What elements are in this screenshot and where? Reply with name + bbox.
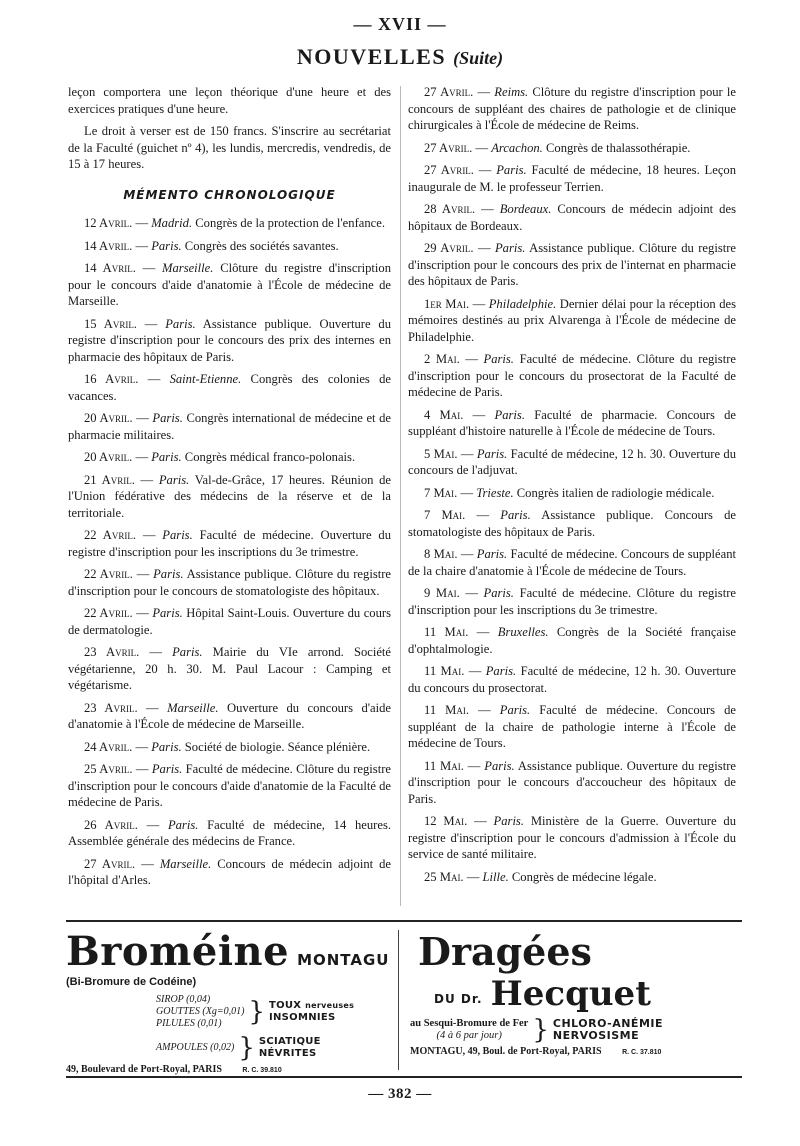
ad-dragees-ref: R. C. 37.810 (622, 1049, 662, 1056)
entry-text: Congrès des sociétés savantes. (184, 238, 339, 253)
right-column (408, 84, 736, 891)
ad-dragees-address-text: MONTAGU, 49, Boul. de Port-Royal, PARIS (410, 1046, 602, 1057)
entry-text: Hôpital Saint-Louis. Ouverture du cours de dermatologie. (68, 606, 391, 637)
ad-bromeine (66, 930, 396, 1075)
entry-date: 29 Avril. (424, 241, 474, 255)
ad-dragees-du-dr: DU Dr. (434, 992, 483, 1006)
entry-city: Paris. (165, 316, 196, 331)
brace-icon: } (238, 1033, 255, 1063)
ad-dragees-terms (553, 1018, 663, 1042)
entry-date: 28 Avril. (424, 202, 476, 216)
calendar-entry: 11 Mai. — Paris. Faculté de médecine, 12 h. 30. Ouverture du concours du prosectorat. (408, 664, 737, 695)
entry-date: 25 Mai. (424, 869, 464, 884)
entry-date: 21 Avril. (84, 472, 135, 487)
entry-text: Faculté de pharmacie. Concours de suppléant d'histoire naturelle à l'École de médecine de Tours. (408, 407, 736, 438)
ad-bromeine-subtitle: (Bi-Bromure de Codéine) (66, 976, 197, 988)
entry-date: 11 Mai. (424, 664, 465, 678)
entry-text: Assistance publique. Ouverture du registre d'inscription pour le concours d'accoucheur des hôpitaux de Paris. (408, 758, 736, 806)
ad-dragees-title: Dragées (418, 929, 592, 974)
ad-bromeine-forms-2 (156, 1042, 234, 1054)
entry-date: 14 Avril. (84, 261, 136, 275)
entry-city: Lille. (482, 869, 509, 884)
entry-city: Paris. (153, 567, 184, 581)
ad-dragees-line1: au Sesqui-Bromure de Fer (410, 1018, 529, 1029)
calendar-entry: 25 Avril. — Paris. Faculté de médecine. Clôture du registre d'inscription pour le concours d'aide d'anatomie de la Faculté de médecine de Paris. (68, 762, 391, 809)
page-header (0, 44, 800, 70)
calendar-entry: 23 Avril. — Paris. Mairie du VIe arrond. Société végétarienne, 20 h. 30. M. Paul Lacour : Camping et végétarisme. (68, 645, 392, 692)
ad-bromeine-ref: R. C. 39.810 (242, 1067, 282, 1074)
calendar-entry: 1er Mai. — Philadelphie. Dernier délai pour la réception des mémoires destinés au prix Alvarenga à l'École de médecine de Philadelphie. (408, 296, 736, 344)
entry-city: Saint-Etienne. (169, 372, 242, 386)
entry-text: Val-de-Grâce, 17 heures. Réunion de l'Union fédérative des médecins de la réserve et de la territoriale. (68, 472, 392, 520)
entry-date: 27 Avril. (424, 140, 473, 155)
calendar-entry: 16 Avril. — Saint-Etienne. Congrès des colonies de vacances. (68, 372, 391, 403)
ad-form-line: GOUTTES (Xg=0,01) (156, 1006, 245, 1017)
entry-date: 22 Avril. (84, 606, 133, 620)
left-entries (68, 215, 391, 889)
calendar-entry: 2 Mai. — Paris. Faculté de médecine. Clôture du registre d'inscription pour le concours du prosectorat de la Faculté de médecine de Paris. (408, 352, 736, 399)
entry-text: Assistance publique. Clôture du registre d'inscription pour le concours des prix de l'internat en pharmacie des hôpitaux de Paris. (408, 241, 737, 288)
entry-date: 22 Avril. (84, 567, 133, 581)
entry-text: Faculté de médecine. Ouverture du registre d'inscription pour les inscriptions du 3e trimestre. (68, 528, 392, 559)
entry-text: Assistance publique. Ouverture du registre d'inscription pour le concours des prix des internes en pharmacie des hôpitaux de Paris. (68, 316, 391, 364)
entry-city: Marseille. (167, 700, 219, 715)
calendar-entry: 21 Avril. — Paris. Val-de-Grâce, 17 heures. Réunion de l'Union fédérative des médecins de la réserve et de la territoriale. (68, 472, 392, 520)
entry-text: Faculté de médecine. Clôture du registre d'inscription pour le concours d'aide d'anatomie de la Faculté de médecine de Paris. (68, 762, 391, 809)
section-title: MÉMENTO CHRONOLOGIQUE (123, 187, 336, 202)
ad-bromeine-forms-1 (156, 994, 244, 1030)
entry-text: Faculté de médecine. Clôture du registre d'inscription pour le concours du prosectorat de la Faculté de médecine de Paris. (408, 352, 736, 399)
ad-bromeine-suffix: MONTAGU (297, 951, 390, 969)
ad-bromeine-address (66, 1064, 396, 1075)
entry-city: Paris. (499, 703, 531, 717)
entry-city: Paris. (496, 163, 527, 177)
entry-city: Paris. (151, 739, 182, 754)
ad-dragees-line2-text: (4 à 6 par jour) (436, 1030, 502, 1041)
entry-text: Faculté de médecine, 18 heures. Leçon inaugurale de M. le professeur Terrien. (408, 163, 737, 194)
ad-term-line: NERVOSISME (552, 1029, 640, 1042)
entry-city: Paris. (152, 411, 183, 425)
header-title: NOUVELLES (296, 44, 447, 69)
calendar-entry: 11 Mai. — Bruxelles. Congrès de la Société française d'ophtalmologie. (408, 625, 736, 656)
entry-date: 4 Mai. (424, 407, 464, 422)
left-column (68, 84, 391, 895)
entry-text: Faculté de médecine. Clôture du registre d'inscription pour les inscriptions du 3e trimestre. (408, 586, 736, 617)
ad-term-main: INSOMNIES (268, 1012, 336, 1023)
ad-bromeine-address-text: 49, Boulevard de Port-Royal, PARIS (66, 1064, 222, 1075)
entry-city: Paris. (483, 586, 514, 600)
intro-paragraph: Le droit à verser est de 150 francs. S'inscrire au secrétariat de la Faculté (guichet nº 4), les lundis, mercredis, vendredis, de 15 à 17 heures. (68, 124, 391, 171)
entry-text: Congrès de la protection de l'enfance. (195, 216, 385, 230)
ad-bromeine-terms-2 (259, 1036, 321, 1060)
calendar-entry: 25 Mai. — Lille. Congrès de médecine légale. (424, 869, 657, 884)
ad-bromeine-terms-1 (269, 1000, 354, 1024)
ad-dragees (410, 930, 740, 1057)
ad-form-line: SIROP (0,04) (156, 994, 211, 1005)
calendar-entry: 22 Avril. — Paris. Assistance publique. Clôture du registre d'inscription pour le concours de stomatologiste des hôpitaux. (68, 567, 392, 598)
ad-term-line: NÉVRITES (258, 1048, 317, 1059)
ad-dragees-row (410, 1015, 740, 1045)
calendar-entry: 27 Avril. — Reims. Clôture du registre d'inscription pour le concours de suppléant des chaires de pathologie et de clinique chirurgicales à l'École de médecine de Reims. (408, 85, 737, 132)
entry-text: Congrès des colonies de vacances. (68, 372, 391, 403)
entry-city: Arcachon. (491, 140, 543, 155)
entry-text: Congrès italien de radiologie médicale. (516, 485, 715, 500)
ad-form-line: AMPOULES (0,02) (156, 1042, 235, 1053)
entry-city: Paris. (494, 407, 525, 422)
entry-text: Faculté de médecine, 12 h. 30. Ouverture du concours de l'adjuvat. (408, 446, 736, 477)
calendar-entry: 22 Avril. — Paris. Faculté de médecine. Ouverture du registre d'inscription pour les inscriptions du 3e trimestre. (68, 528, 392, 559)
entry-date: 12 Avril. (84, 216, 133, 230)
ad-rule-bottom (66, 1076, 742, 1078)
entry-city: Paris. (158, 472, 190, 487)
calendar-entry: 12 Mai. — Paris. Ministère de la Guerre. Ouverture du registre d'inscription pour le concours d'admission à l'École du service de santé militaire. (408, 814, 736, 861)
entry-date: 25 Avril. (84, 762, 133, 776)
entry-city: Paris. (494, 241, 526, 255)
entry-text: Assistance publique. Clôture du registre d'inscription pour le concours de stomatologiste des hôpitaux. (68, 567, 392, 598)
calendar-entry: 27 Avril. — Paris. Faculté de médecine, 18 heures. Leçon inaugurale de M. le professeur Terrien. (408, 163, 737, 194)
calendar-entry: 9 Mai. — Paris. Faculté de médecine. Clôture du registre d'inscription pour les inscriptions du 3e trimestre. (408, 586, 736, 617)
entry-date: 26 Avril. (84, 817, 138, 832)
entry-text: Faculté de médecine. Concours de suppléant de la chaire de pathologie interne à l'École de médecine de Tours. (408, 703, 737, 750)
calendar-entry: 7 Mai. — Paris. Assistance publique. Concours de stomatologiste des hôpitaux de Paris. (408, 508, 736, 539)
entry-date: 11 Mai. (424, 625, 469, 639)
entry-city: Paris. (493, 814, 524, 828)
ad-term-line (269, 1012, 354, 1024)
entry-date: 20 Avril. (84, 411, 133, 425)
ad-divider (398, 930, 399, 1070)
calendar-entry: 22 Avril. — Paris. Hôpital Saint-Louis. Ouverture du cours de dermatologie. (68, 606, 391, 637)
calendar-entry: 14 Avril. — Paris. Congrès des sociétés savantes. (84, 238, 339, 253)
entry-date: 7 Mai. (424, 508, 466, 522)
ad-term-small: nerveuses (305, 1001, 355, 1010)
entry-city: Reims. (494, 85, 529, 99)
calendar-entry: 8 Mai. — Paris. Faculté de médecine. Concours de suppléant de la chaire d'anatomie à l'École de médecine de Tours. (408, 547, 736, 578)
ad-form-line: PILULES (0,01) (156, 1018, 222, 1029)
calendar-entry: 27 Avril. — Arcachon. Congrès de thalassothérapie. (424, 140, 691, 155)
entry-date: 23 Avril. (84, 700, 138, 715)
ad-bromeine-brand: Broméine (66, 928, 290, 975)
entry-date: 27 Avril. (424, 85, 474, 99)
left-intro (68, 84, 391, 173)
right-entries (408, 84, 736, 885)
entry-date: 11 Mai. (424, 758, 464, 773)
entry-text: Ouverture du concours d'aide d'anatomie à l'École de médecine de Marseille. (68, 700, 392, 731)
calendar-entry: 5 Mai. — Paris. Faculté de médecine, 12 h. 30. Ouverture du concours de l'adjuvat. (408, 446, 736, 477)
calendar-entry: 15 Avril. — Paris. Assistance publique. Ouverture du registre d'inscription pour le concours des prix des internes en pharmacie des hôpitaux de Paris. (68, 316, 391, 364)
entry-date: 24 Avril. (84, 739, 133, 754)
brace-icon: } (532, 1015, 549, 1045)
entry-text: Congrès de médecine légale. (511, 869, 657, 884)
brace-icon: } (248, 997, 265, 1027)
entry-text: Assistance publique. Concours de stomatologiste des hôpitaux de Paris. (408, 508, 736, 539)
entry-city: Paris. (151, 762, 183, 776)
entry-date: 27 Avril. (84, 856, 136, 871)
entry-date: 14 Avril. (84, 238, 133, 253)
calendar-entry: 4 Mai. — Paris. Faculté de pharmacie. Concours de suppléant d'histoire naturelle à l'École de médecine de Tours. (408, 407, 736, 438)
entry-city: Paris. (151, 450, 182, 464)
calendar-entry: 23 Avril. — Marseille. Ouverture du concours d'aide d'anatomie à l'École de médecine de Marseille. (68, 700, 392, 731)
entry-date: 16 Avril. (84, 372, 139, 386)
entry-date: 5 Mai. (424, 446, 458, 461)
entry-text: Concours de médecin adjoint des hôpitaux de Bordeaux. (408, 202, 736, 233)
entry-text: Clôture du registre d'inscription pour le concours de suppléant des chaires de pathologie et de clinique chirurgicales à l'École de médecine de Reims. (408, 85, 737, 132)
entry-city: Paris. (484, 758, 515, 773)
entry-text: Faculté de médecine, 14 heures. Assemblée générale des médecins de France. (68, 817, 391, 848)
ad-bromeine-block-2 (66, 1033, 396, 1063)
entry-text: Concours de médecin adjoint de l'hôpital d'Arles. (68, 856, 392, 887)
entry-text: Mairie du VIe arrond. Société végétarienne, 20 h. 30. M. Paul Lacour : Camping et végétarisme. (68, 645, 392, 692)
entry-city: Marseille. (162, 261, 214, 275)
ad-term-main: TOUX (268, 1000, 302, 1011)
entry-date: 9 Mai. (424, 586, 460, 600)
entry-city: Paris. (172, 645, 203, 659)
column-divider (400, 86, 401, 906)
entry-city: Paris. (162, 528, 193, 542)
entry-city: Paris. (152, 606, 183, 620)
entry-city: Bordeaux. (499, 202, 552, 216)
entry-text: Faculté de médecine, 12 h. 30. Ouverture du concours du prosectorat. (408, 664, 737, 695)
entry-city: Paris. (476, 446, 508, 461)
entry-city: Bruxelles. (497, 625, 549, 639)
ad-term-line: SCIATIQUE (258, 1036, 321, 1047)
ad-term-line: CHLORO-ANÉMIE (552, 1017, 663, 1030)
intro-paragraph: leçon comportera une leçon théorique d'une heure et des exercices pratiques d'une heure. (68, 85, 391, 116)
entry-date: 20 Avril. (84, 450, 133, 464)
entry-text: Dernier délai pour la réception des mémoires destinés au prix Alvarenga à l'École de médecine de Philadelphie. (408, 296, 736, 344)
entry-date: 12 Mai. (424, 814, 468, 828)
entry-text: Congrès médical franco-polonais. (184, 450, 356, 464)
page-number: — 382 — (368, 1086, 432, 1102)
calendar-entry: 11 Mai. — Paris. Faculté de médecine. Concours de suppléant de la chaire de pathologie interne à l'École de médecine de Tours. (408, 703, 737, 750)
entry-city: Madrid. (151, 216, 193, 230)
entry-date: 7 Mai. (424, 485, 458, 500)
entry-city: Trieste. (476, 485, 514, 500)
entry-date: 1er Mai. (424, 296, 470, 311)
entry-date: 22 Avril. (84, 528, 136, 542)
ad-rule-top (66, 920, 742, 922)
calendar-entry: 29 Avril. — Paris. Assistance publique. Clôture du registre d'inscription pour le concours des prix de l'internat en pharmacie des hôpitaux de Paris. (408, 241, 737, 288)
ad-dragees-desc (410, 1018, 528, 1042)
ad-term-line (269, 1000, 354, 1012)
ad-dragees-name: Hecquet (490, 974, 651, 1014)
entry-date: 23 Avril. (84, 645, 140, 659)
calendar-entry: 20 Avril. — Paris. Congrès international de médecine et de pharmacie militaires. (68, 411, 391, 442)
entry-text: Société de biologie. Séance plénière. (184, 739, 371, 754)
entry-city: Paris. (167, 817, 199, 832)
entry-text: Congrès international de médecine et de pharmacie militaires. (68, 411, 391, 442)
entry-text: Faculté de médecine. Concours de suppléant de la chaire d'anatomie à l'École de médecine de Tours. (408, 547, 736, 578)
roman-page-number: — XVII — (353, 14, 447, 34)
entry-city: Paris. (500, 508, 531, 522)
entry-text: Congrès de la Société française d'ophtalmologie. (408, 625, 736, 656)
ad-dragees-line2 (410, 976, 740, 1012)
calendar-entry: 11 Mai. — Paris. Assistance publique. Ouverture du registre d'inscription pour le concours d'accoucheur des hôpitaux de Paris. (408, 758, 736, 806)
entry-text: Ministère de la Guerre. Ouverture du registre d'inscription pour le concours d'admission à l'École du service de santé militaire. (408, 814, 736, 861)
calendar-entry: 27 Avril. — Marseille. Concours de médecin adjoint de l'hôpital d'Arles. (68, 856, 392, 887)
entry-text: Congrès de thalassothérapie. (546, 140, 691, 155)
calendar-entry: 7 Mai. — Trieste. Congrès italien de radiologie médicale. (424, 485, 715, 500)
calendar-entry: 28 Avril. — Bordeaux. Concours de médecin adjoint des hôpitaux de Bordeaux. (408, 202, 736, 233)
entry-city: Paris. (485, 664, 517, 678)
entry-city: Marseille. (159, 856, 212, 871)
entry-date: 11 Mai. (424, 703, 470, 717)
entry-date: 8 Mai. (424, 547, 458, 561)
entry-text: Clôture du registre d'inscription pour le concours d'aide d'anatomie à l'École de médecine de Marseille. (68, 261, 392, 308)
header-suite: (Suite) (453, 48, 504, 68)
entry-date: 15 Avril. (84, 316, 137, 331)
ad-bromeine-block-1 (66, 994, 396, 1030)
ad-dragees-address (410, 1046, 740, 1057)
calendar-entry: 14 Avril. — Marseille. Clôture du registre d'inscription pour le concours d'aide d'anatomie à l'École de médecine de Marseille. (68, 261, 392, 308)
entry-date: 2 Mai. (424, 352, 460, 366)
calendar-entry: 12 Avril. — Madrid. Congrès de la protection de l'enfance. (84, 216, 385, 230)
entry-city: Paris. (483, 352, 514, 366)
entry-city: Paris. (476, 547, 508, 561)
entry-city: Paris. (151, 238, 182, 253)
calendar-entry: 20 Avril. — Paris. Congrès médical franco-polonais. (84, 450, 356, 464)
entry-city: Philadelphie. (488, 296, 557, 311)
calendar-entry: 24 Avril. — Paris. Société de biologie. Séance plénière. (84, 739, 371, 754)
entry-date: 27 Avril. (424, 163, 474, 177)
calendar-entry: 26 Avril. — Paris. Faculté de médecine, 14 heures. Assemblée générale des médecins de France. (68, 817, 391, 848)
